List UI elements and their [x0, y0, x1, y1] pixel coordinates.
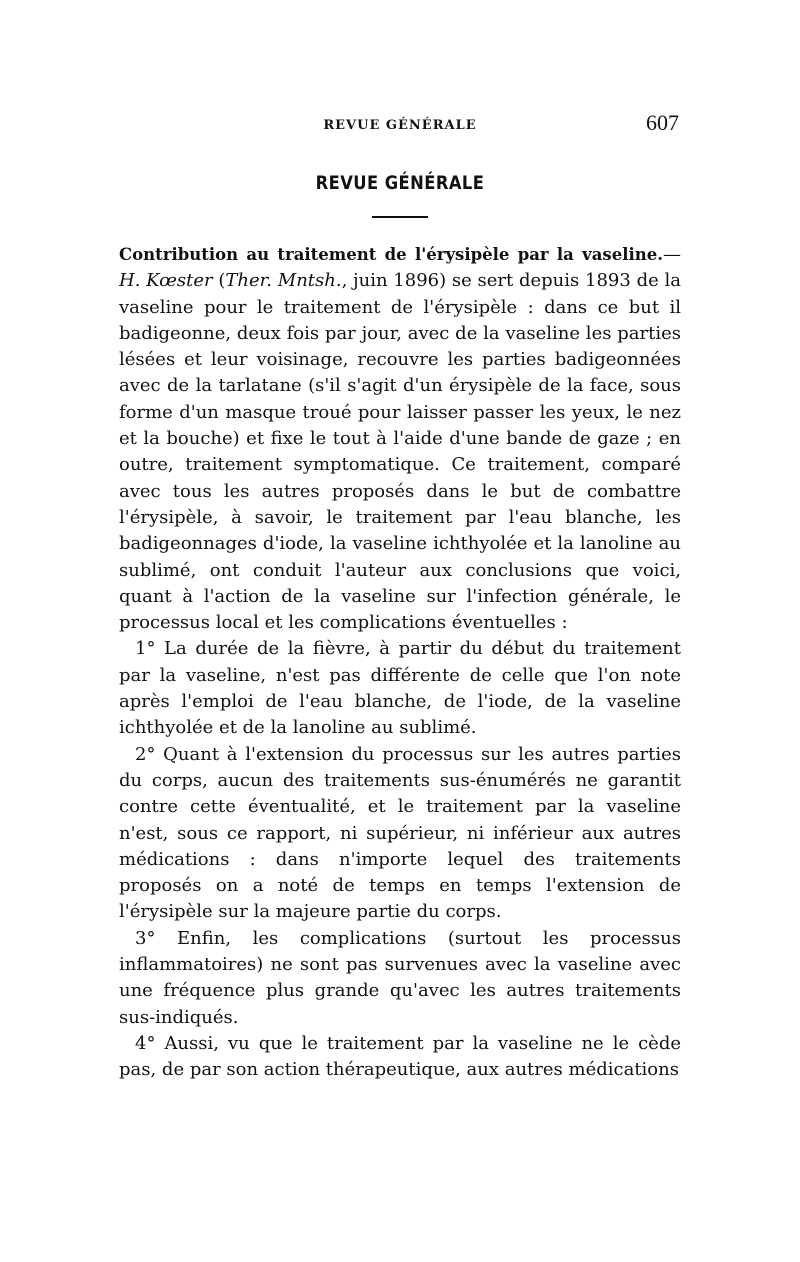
running-header [119, 110, 681, 144]
article-author: H. Kœster [119, 270, 213, 292]
conclusion-point-2: 2° Quant à l'extension du processus sur les autres parties du corps, aucun des traitements sus-énumérés ne garantit contre cette éventualité, et le traitement par la vaseline n'est, sous ce rapport, ni supérieur, ni inférieur aux autres médications : dans n'importe lequel des traitements proposés on a noté de temps en temps l'extension de l'érysipèle sur la majeure partie du corps. [119, 743, 681, 923]
book-page [119, 110, 681, 1084]
article-title: Contribution au traitement de l'érysipèle par la vaseline. [119, 245, 663, 264]
author-prefix: — [663, 244, 681, 265]
conclusion-point-1: 1° La durée de la fièvre, à partir du début du traitement par la vaseline, n'est pas différente de celle que l'on note après l'emploi de l'eau blanche, de l'iode, de la vaseline ichthyolée et de la lanoline au sublimé. [119, 638, 681, 739]
article-journal: Ther. Mntsh. [225, 270, 342, 292]
page-number: 607 [646, 110, 679, 135]
intro-text: , juin 1896) se sert depuis 1893 de la vaseline pour le traitement de l'érysipèle : dans ce but il badigeonne, deux fois par jour, avec de la vaseline les parties lésées et leur voisinage, recouvre les parties badigeonnées avec de la tarlatane (s'il s'agit d'un érysipèle de la face, sous forme d'un masque troué pour laisser passer les yeux, le nez et la bouche) et fixe le tout à l'aide d'une bande de gaze ; en outre, traitement symptomatique. Ce traitement, comparé avec tous les autres proposés dans le but de combattre l'érysipèle, à savoir, le traitement par l'eau blanche, les badigeonnages d'iode, la vaseline ichthyolée et la lanoline au sublimé, ont conduit l'auteur aux conclusions que voici, quant à l'action de la vaseline sur l'infection générale, le processus local et les complications éventuelles : [119, 270, 681, 634]
conclusion-point-4: 4° Aussi, vu que le traitement par la vaseline ne le cède pas, de par son action thérapeutique, aux autres médications [119, 1032, 681, 1081]
conclusion-point-3: 3° Enfin, les complications (surtout les processus inflammatoires) ne sont pas survenues avec la vaseline avec une fréquence plus grande qu'avec les autres traitements sus-indiqués. [119, 927, 681, 1028]
title-rule [372, 216, 428, 218]
article-intro [119, 242, 681, 636]
section-title: REVUE GÉNÉRALE [315, 172, 485, 194]
journal-open: ( [212, 270, 226, 292]
running-title: REVUE GÉNÉRALE [323, 118, 477, 133]
article-body [119, 242, 681, 1084]
